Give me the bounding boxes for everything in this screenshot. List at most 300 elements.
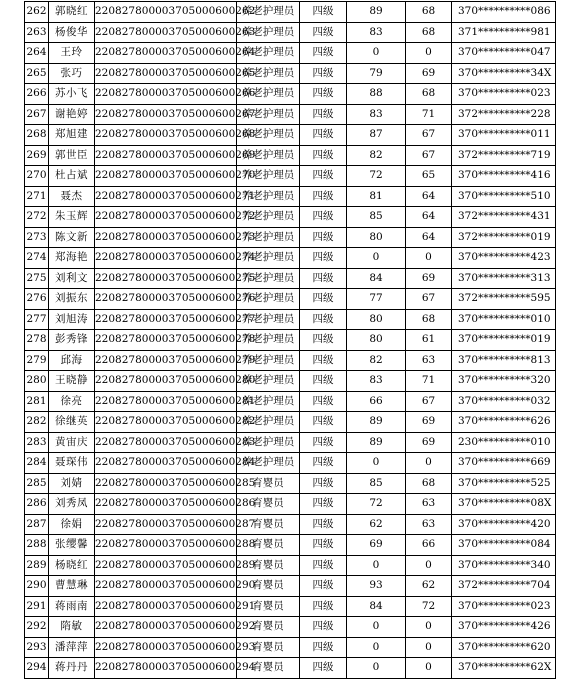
- name-cell: 张缨馨: [49, 535, 95, 556]
- name-cell: 邱海: [49, 350, 95, 371]
- level-cell: 四级: [300, 22, 347, 43]
- practical-score-cell: 0: [406, 617, 452, 638]
- row-number-cell: 292: [25, 617, 49, 638]
- id-number-cell: 370**********813: [452, 350, 556, 371]
- id-number-cell: 370**********34X: [452, 63, 556, 84]
- theory-score-cell: 0: [347, 453, 406, 474]
- table-row: [25, 391, 556, 412]
- level-cell: 四级: [300, 104, 347, 125]
- practical-score-cell: 67: [406, 145, 452, 166]
- certificate-number-cell: 220827800003705000600278: [95, 330, 237, 351]
- practical-score-cell: 0: [406, 555, 452, 576]
- row-number-cell: 269: [25, 145, 49, 166]
- theory-score-cell: 85: [347, 207, 406, 228]
- practical-score-cell: 69: [406, 432, 452, 453]
- id-number-cell: 370**********010: [452, 309, 556, 330]
- level-cell: 四级: [300, 350, 347, 371]
- name-cell: 刘秀凤: [49, 494, 95, 515]
- row-number-cell: 277: [25, 309, 49, 330]
- id-number-cell: 370**********420: [452, 514, 556, 535]
- table-row: [25, 535, 556, 556]
- id-number-cell: 370**********023: [452, 84, 556, 105]
- level-cell: 四级: [300, 453, 347, 474]
- row-number-cell: 289: [25, 555, 49, 576]
- theory-score-cell: 0: [347, 637, 406, 658]
- practical-score-cell: 61: [406, 330, 452, 351]
- name-cell: 刘利文: [49, 268, 95, 289]
- id-number-cell: 370**********023: [452, 596, 556, 617]
- row-number-cell: 286: [25, 494, 49, 515]
- table-row: [25, 227, 556, 248]
- level-cell: 四级: [300, 576, 347, 597]
- theory-score-cell: 0: [347, 658, 406, 679]
- practical-score-cell: 0: [406, 248, 452, 269]
- practical-score-cell: 71: [406, 104, 452, 125]
- row-number-cell: 270: [25, 166, 49, 187]
- certificate-number-cell: 220827800003705000600281: [95, 391, 237, 412]
- id-number-cell: 370**********047: [452, 43, 556, 64]
- practical-score-cell: 68: [406, 2, 452, 23]
- row-number-cell: 272: [25, 207, 49, 228]
- certificate-number-cell: 220827800003705000600272: [95, 207, 237, 228]
- level-cell: 四级: [300, 268, 347, 289]
- exam-results-table: [24, 1, 556, 679]
- row-number-cell: 281: [25, 391, 49, 412]
- occupation-cell: 养老护理员: [237, 268, 300, 289]
- name-cell: 刘婧: [49, 473, 95, 494]
- row-number-cell: 287: [25, 514, 49, 535]
- occupation-cell: 养老护理员: [237, 145, 300, 166]
- certificate-number-cell: 220827800003705000600285: [95, 473, 237, 494]
- name-cell: 杨俊华: [49, 22, 95, 43]
- row-number-cell: 278: [25, 330, 49, 351]
- table-row: [25, 596, 556, 617]
- row-number-cell: 266: [25, 84, 49, 105]
- level-cell: 四级: [300, 63, 347, 84]
- certificate-number-cell: 220827800003705000600291: [95, 596, 237, 617]
- theory-score-cell: 72: [347, 494, 406, 515]
- practical-score-cell: 64: [406, 227, 452, 248]
- theory-score-cell: 83: [347, 22, 406, 43]
- practical-score-cell: 0: [406, 637, 452, 658]
- certificate-number-cell: 220827800003705000600288: [95, 535, 237, 556]
- practical-score-cell: 65: [406, 166, 452, 187]
- occupation-cell: 养老护理员: [237, 432, 300, 453]
- practical-score-cell: 69: [406, 63, 452, 84]
- practical-score-cell: 63: [406, 514, 452, 535]
- id-number-cell: 370**********011: [452, 125, 556, 146]
- id-number-cell: 372**********595: [452, 289, 556, 310]
- id-number-cell: 370**********423: [452, 248, 556, 269]
- table-row: [25, 555, 556, 576]
- level-cell: 四级: [300, 555, 347, 576]
- table-row: [25, 309, 556, 330]
- level-cell: 四级: [300, 412, 347, 433]
- certificate-number-cell: 220827800003705000600286: [95, 494, 237, 515]
- certificate-number-cell: 220827800003705000600265: [95, 63, 237, 84]
- name-cell: 苏小飞: [49, 84, 95, 105]
- level-cell: 四级: [300, 166, 347, 187]
- theory-score-cell: 81: [347, 186, 406, 207]
- table-row: [25, 289, 556, 310]
- id-number-cell: 370**********416: [452, 166, 556, 187]
- occupation-cell: 养老护理员: [237, 63, 300, 84]
- level-cell: 四级: [300, 289, 347, 310]
- id-number-cell: 230**********010: [452, 432, 556, 453]
- practical-score-cell: 62: [406, 576, 452, 597]
- theory-score-cell: 80: [347, 330, 406, 351]
- row-number-cell: 288: [25, 535, 49, 556]
- occupation-cell: 养老护理员: [237, 186, 300, 207]
- certificate-number-cell: 220827800003705000600287: [95, 514, 237, 535]
- practical-score-cell: 0: [406, 453, 452, 474]
- practical-score-cell: 0: [406, 43, 452, 64]
- table-row: [25, 473, 556, 494]
- occupation-cell: 育婴员: [237, 494, 300, 515]
- level-cell: 四级: [300, 535, 347, 556]
- row-number-cell: 294: [25, 658, 49, 679]
- row-number-cell: 279: [25, 350, 49, 371]
- level-cell: 四级: [300, 43, 347, 64]
- level-cell: 四级: [300, 514, 347, 535]
- practical-score-cell: 72: [406, 596, 452, 617]
- theory-score-cell: 89: [347, 412, 406, 433]
- practical-score-cell: 69: [406, 412, 452, 433]
- table-row: [25, 268, 556, 289]
- table-row: [25, 350, 556, 371]
- table-row: [25, 494, 556, 515]
- level-cell: 四级: [300, 248, 347, 269]
- table-row: [25, 330, 556, 351]
- table-body: [25, 2, 556, 679]
- certificate-number-cell: 220827800003705000600294: [95, 658, 237, 679]
- theory-score-cell: 83: [347, 104, 406, 125]
- table-row: [25, 63, 556, 84]
- table-row: [25, 145, 556, 166]
- id-number-cell: 370**********019: [452, 330, 556, 351]
- occupation-cell: 养老护理员: [237, 207, 300, 228]
- certificate-number-cell: 220827800003705000600290: [95, 576, 237, 597]
- name-cell: 刘旭涛: [49, 309, 95, 330]
- table-row: [25, 125, 556, 146]
- id-number-cell: 370**********62X: [452, 658, 556, 679]
- row-number-cell: 271: [25, 186, 49, 207]
- occupation-cell: 养老护理员: [237, 371, 300, 392]
- certificate-number-cell: 220827800003705000600282: [95, 412, 237, 433]
- certificate-number-cell: 220827800003705000600264: [95, 43, 237, 64]
- name-cell: 郑旭建: [49, 125, 95, 146]
- level-cell: 四级: [300, 432, 347, 453]
- practical-score-cell: 67: [406, 125, 452, 146]
- row-number-cell: 280: [25, 371, 49, 392]
- occupation-cell: 育婴员: [237, 658, 300, 679]
- occupation-cell: 养老护理员: [237, 309, 300, 330]
- name-cell: 隋敏: [49, 617, 95, 638]
- level-cell: 四级: [300, 207, 347, 228]
- occupation-cell: 养老护理员: [237, 22, 300, 43]
- name-cell: 徐亮: [49, 391, 95, 412]
- certificate-number-cell: 220827800003705000600277: [95, 309, 237, 330]
- certificate-number-cell: 220827800003705000600292: [95, 617, 237, 638]
- certificate-number-cell: 220827800003705000600274: [95, 248, 237, 269]
- practical-score-cell: 68: [406, 309, 452, 330]
- occupation-cell: 育婴员: [237, 576, 300, 597]
- level-cell: 四级: [300, 84, 347, 105]
- row-number-cell: 284: [25, 453, 49, 474]
- theory-score-cell: 83: [347, 371, 406, 392]
- table-row: [25, 166, 556, 187]
- occupation-cell: 育婴员: [237, 555, 300, 576]
- theory-score-cell: 0: [347, 43, 406, 64]
- row-number-cell: 293: [25, 637, 49, 658]
- table-row: [25, 207, 556, 228]
- name-cell: 谢艳婷: [49, 104, 95, 125]
- occupation-cell: 养老护理员: [237, 248, 300, 269]
- level-cell: 四级: [300, 617, 347, 638]
- table-row: [25, 514, 556, 535]
- occupation-cell: 育婴员: [237, 535, 300, 556]
- id-number-cell: 372**********228: [452, 104, 556, 125]
- practical-score-cell: 68: [406, 84, 452, 105]
- occupation-cell: 育婴员: [237, 514, 300, 535]
- occupation-cell: 养老护理员: [237, 43, 300, 64]
- theory-score-cell: 89: [347, 2, 406, 23]
- id-number-cell: 372**********719: [452, 145, 556, 166]
- practical-score-cell: 66: [406, 535, 452, 556]
- practical-score-cell: 71: [406, 371, 452, 392]
- occupation-cell: 养老护理员: [237, 104, 300, 125]
- row-number-cell: 263: [25, 22, 49, 43]
- certificate-number-cell: 220827800003705000600293: [95, 637, 237, 658]
- occupation-cell: 养老护理员: [237, 391, 300, 412]
- table-row: [25, 186, 556, 207]
- occupation-cell: 养老护理员: [237, 227, 300, 248]
- level-cell: 四级: [300, 473, 347, 494]
- name-cell: 徐继英: [49, 412, 95, 433]
- certificate-number-cell: 220827800003705000600270: [95, 166, 237, 187]
- practical-score-cell: 0: [406, 658, 452, 679]
- name-cell: 郭世臣: [49, 145, 95, 166]
- name-cell: 徐娟: [49, 514, 95, 535]
- row-number-cell: 283: [25, 432, 49, 453]
- name-cell: 张巧: [49, 63, 95, 84]
- name-cell: 蒋丹丹: [49, 658, 95, 679]
- theory-score-cell: 84: [347, 268, 406, 289]
- theory-score-cell: 80: [347, 309, 406, 330]
- certificate-number-cell: 220827800003705000600262: [95, 2, 237, 23]
- theory-score-cell: 0: [347, 617, 406, 638]
- table-row: [25, 617, 556, 638]
- occupation-cell: 养老护理员: [237, 330, 300, 351]
- name-cell: 潘萍萍: [49, 637, 95, 658]
- occupation-cell: 养老护理员: [237, 166, 300, 187]
- certificate-number-cell: 220827800003705000600266: [95, 84, 237, 105]
- theory-score-cell: 69: [347, 535, 406, 556]
- table-row: [25, 412, 556, 433]
- id-number-cell: 370**********08X: [452, 494, 556, 515]
- name-cell: 王玲: [49, 43, 95, 64]
- occupation-cell: 育婴员: [237, 637, 300, 658]
- table-row: [25, 248, 556, 269]
- id-number-cell: 372**********019: [452, 227, 556, 248]
- occupation-cell: 养老护理员: [237, 125, 300, 146]
- id-number-cell: 370**********626: [452, 412, 556, 433]
- theory-score-cell: 85: [347, 473, 406, 494]
- level-cell: 四级: [300, 309, 347, 330]
- practical-score-cell: 69: [406, 268, 452, 289]
- row-number-cell: 275: [25, 268, 49, 289]
- table-row: [25, 432, 556, 453]
- level-cell: 四级: [300, 330, 347, 351]
- name-cell: 朱玉辉: [49, 207, 95, 228]
- table-row: [25, 576, 556, 597]
- practical-score-cell: 68: [406, 473, 452, 494]
- name-cell: 杨晓红: [49, 555, 95, 576]
- results-table-container: [24, 1, 556, 679]
- theory-score-cell: 0: [347, 555, 406, 576]
- table-row: [25, 43, 556, 64]
- practical-score-cell: 67: [406, 391, 452, 412]
- theory-score-cell: 89: [347, 432, 406, 453]
- name-cell: 黄宙庆: [49, 432, 95, 453]
- name-cell: 刘振东: [49, 289, 95, 310]
- row-number-cell: 282: [25, 412, 49, 433]
- name-cell: 聂杰: [49, 186, 95, 207]
- theory-score-cell: 62: [347, 514, 406, 535]
- practical-score-cell: 68: [406, 22, 452, 43]
- level-cell: 四级: [300, 658, 347, 679]
- theory-score-cell: 82: [347, 145, 406, 166]
- level-cell: 四级: [300, 371, 347, 392]
- certificate-number-cell: 220827800003705000600267: [95, 104, 237, 125]
- table-row: [25, 22, 556, 43]
- level-cell: 四级: [300, 145, 347, 166]
- table-row: [25, 637, 556, 658]
- table-row: [25, 84, 556, 105]
- id-number-cell: 370**********086: [452, 2, 556, 23]
- id-number-cell: 370**********426: [452, 617, 556, 638]
- occupation-cell: 养老护理员: [237, 289, 300, 310]
- id-number-cell: 370**********320: [452, 371, 556, 392]
- occupation-cell: 养老护理员: [237, 2, 300, 23]
- theory-score-cell: 93: [347, 576, 406, 597]
- theory-score-cell: 88: [347, 84, 406, 105]
- practical-score-cell: 63: [406, 350, 452, 371]
- practical-score-cell: 63: [406, 494, 452, 515]
- occupation-cell: 育婴员: [237, 473, 300, 494]
- id-number-cell: 371**********981: [452, 22, 556, 43]
- level-cell: 四级: [300, 125, 347, 146]
- level-cell: 四级: [300, 2, 347, 23]
- row-number-cell: 265: [25, 63, 49, 84]
- theory-score-cell: 84: [347, 596, 406, 617]
- certificate-number-cell: 220827800003705000600269: [95, 145, 237, 166]
- row-number-cell: 290: [25, 576, 49, 597]
- name-cell: 郭晓红: [49, 2, 95, 23]
- table-row: [25, 2, 556, 23]
- level-cell: 四级: [300, 494, 347, 515]
- id-number-cell: 370**********084: [452, 535, 556, 556]
- id-number-cell: 370**********620: [452, 637, 556, 658]
- certificate-number-cell: 220827800003705000600276: [95, 289, 237, 310]
- id-number-cell: 370**********340: [452, 555, 556, 576]
- theory-score-cell: 80: [347, 227, 406, 248]
- row-number-cell: 267: [25, 104, 49, 125]
- theory-score-cell: 0: [347, 248, 406, 269]
- practical-score-cell: 64: [406, 207, 452, 228]
- level-cell: 四级: [300, 391, 347, 412]
- theory-score-cell: 82: [347, 350, 406, 371]
- theory-score-cell: 66: [347, 391, 406, 412]
- theory-score-cell: 72: [347, 166, 406, 187]
- practical-score-cell: 64: [406, 186, 452, 207]
- table-row: [25, 104, 556, 125]
- theory-score-cell: 79: [347, 63, 406, 84]
- certificate-number-cell: 220827800003705000600279: [95, 350, 237, 371]
- practical-score-cell: 67: [406, 289, 452, 310]
- theory-score-cell: 77: [347, 289, 406, 310]
- occupation-cell: 育婴员: [237, 617, 300, 638]
- row-number-cell: 264: [25, 43, 49, 64]
- name-cell: 蒋雨南: [49, 596, 95, 617]
- table-row: [25, 453, 556, 474]
- id-number-cell: 370**********525: [452, 473, 556, 494]
- id-number-cell: 372**********704: [452, 576, 556, 597]
- certificate-number-cell: 220827800003705000600289: [95, 555, 237, 576]
- level-cell: 四级: [300, 637, 347, 658]
- row-number-cell: 273: [25, 227, 49, 248]
- row-number-cell: 274: [25, 248, 49, 269]
- certificate-number-cell: 220827800003705000600284: [95, 453, 237, 474]
- row-number-cell: 268: [25, 125, 49, 146]
- name-cell: 陈文新: [49, 227, 95, 248]
- occupation-cell: 养老护理员: [237, 412, 300, 433]
- certificate-number-cell: 220827800003705000600283: [95, 432, 237, 453]
- id-number-cell: 370**********510: [452, 186, 556, 207]
- certificate-number-cell: 220827800003705000600275: [95, 268, 237, 289]
- occupation-cell: 养老护理员: [237, 84, 300, 105]
- theory-score-cell: 87: [347, 125, 406, 146]
- certificate-number-cell: 220827800003705000600280: [95, 371, 237, 392]
- certificate-number-cell: 220827800003705000600263: [95, 22, 237, 43]
- name-cell: 杜占斌: [49, 166, 95, 187]
- occupation-cell: 养老护理员: [237, 453, 300, 474]
- name-cell: 曹慧琳: [49, 576, 95, 597]
- level-cell: 四级: [300, 596, 347, 617]
- name-cell: 郑海艳: [49, 248, 95, 269]
- name-cell: 王晓静: [49, 371, 95, 392]
- id-number-cell: 370**********669: [452, 453, 556, 474]
- id-number-cell: 370**********313: [452, 268, 556, 289]
- row-number-cell: 276: [25, 289, 49, 310]
- level-cell: 四级: [300, 186, 347, 207]
- certificate-number-cell: 220827800003705000600273: [95, 227, 237, 248]
- row-number-cell: 285: [25, 473, 49, 494]
- id-number-cell: 370**********032: [452, 391, 556, 412]
- occupation-cell: 养老护理员: [237, 350, 300, 371]
- name-cell: 聂琛伟: [49, 453, 95, 474]
- id-number-cell: 372**********431: [452, 207, 556, 228]
- certificate-number-cell: 220827800003705000600268: [95, 125, 237, 146]
- certificate-number-cell: 220827800003705000600271: [95, 186, 237, 207]
- row-number-cell: 262: [25, 2, 49, 23]
- row-number-cell: 291: [25, 596, 49, 617]
- table-row: [25, 658, 556, 679]
- name-cell: 彭秀锋: [49, 330, 95, 351]
- occupation-cell: 育婴员: [237, 596, 300, 617]
- table-row: [25, 371, 556, 392]
- level-cell: 四级: [300, 227, 347, 248]
